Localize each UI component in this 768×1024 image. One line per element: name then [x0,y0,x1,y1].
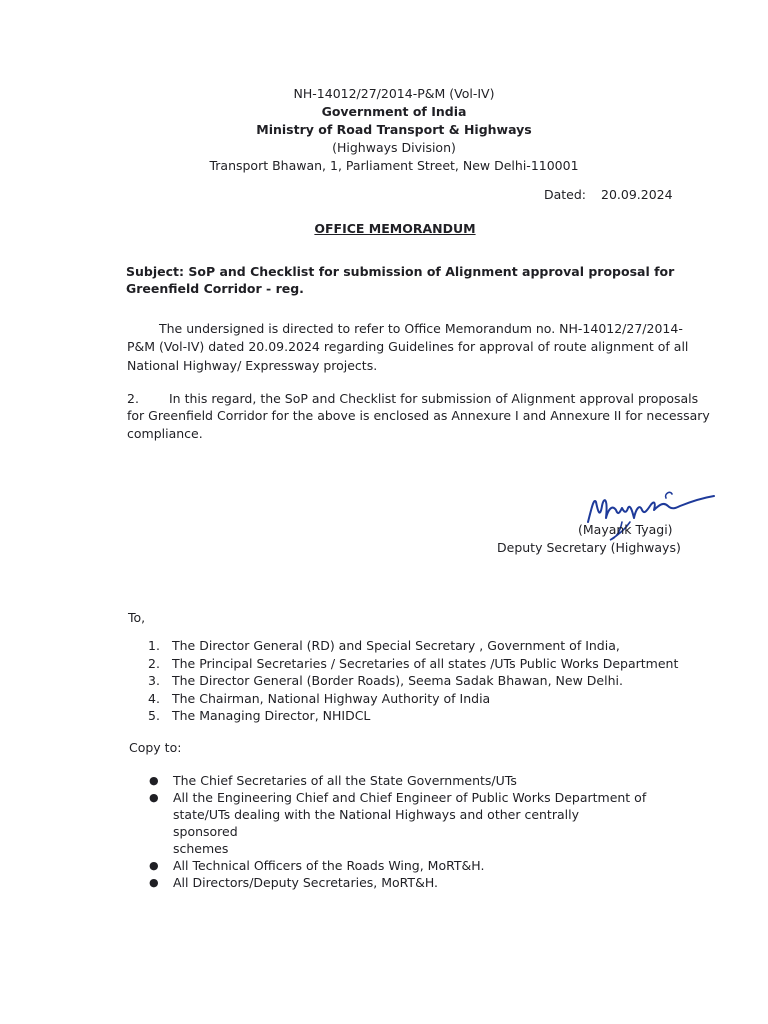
reference-number: NH-14012/27/2014-P&M (Vol-IV) [293,86,495,101]
signatory-name: (Mayank Tyagi) [578,522,673,537]
list-item: ● All Technical Officers of the Roads Wing, MoRT&H. [149,858,485,873]
list-item: 5. The Managing Director, NHIDCL [148,708,371,723]
signatory-designation: Deputy Secretary (Highways) [497,540,681,555]
para2-number: 2. [127,391,139,406]
dated-label: Dated: [544,187,587,202]
office-address: Transport Bhawan, 1, Parliament Street, New Delhi-110001 [209,158,579,173]
para2-line-1: In this regard, the SoP and Checklist for submission of Alignment approval proposals [169,391,699,406]
copy-to-list [147,772,647,891]
para1-line-2: P&M (Vol-IV) dated 20.09.2024 regarding Guidelines for approval of route alignment of all [127,339,689,354]
list-item: ● The Chief Secretaries of all the State Governments/UTs [149,773,517,788]
list-item: 2. The Principal Secretaries / Secretaries of all states /UTs Public Works Department [148,655,679,671]
para2-line-2: for Greenfield Corridor for the above is enclosed as Annexure I and Annexure II for necessary [127,408,710,423]
to-list [148,637,708,725]
memo-title: OFFICE MEMORANDUM [314,221,476,236]
subject-line-1: Subject: SoP and Checklist for submission of Alignment approval proposal for [126,264,675,279]
para1-line-3: National Highway/ Expressway projects. [127,358,378,373]
para1-line-1: The undersigned is directed to refer to Office Memorandum no. NH-14012/27/2014- [159,321,683,336]
list-item: ● All Directors/Deputy Secretaries, MoRT&H. [149,875,438,890]
to-label: To, [128,610,146,625]
list-item: 1. The Director General (RD) and Special Secretary , Government of India, [148,638,620,653]
subject-line-2: Greenfield Corridor - reg. [126,281,304,296]
handwritten-signature [580,488,720,548]
list-item: 4. The Chairman, National Highway Authority of India [148,690,491,706]
list-item: ● All the Engineering Chief and Chief Engineer of Public Works Department of state/UTs dealing with the National Highways and other centrally sponsored schemes [149,790,647,856]
dated-value: 20.09.2024 [601,187,673,202]
copy-to-label: Copy to: [129,740,182,755]
division-name: (Highways Division) [332,140,456,155]
government-title: Government of India [321,104,467,119]
list-item: 3. The Director General (Border Roads), Seema Sadak Bhawan, New Delhi. [148,673,623,688]
para2-line-3: compliance. [127,426,203,441]
ministry-title: Ministry of Road Transport & Highways [256,122,532,137]
